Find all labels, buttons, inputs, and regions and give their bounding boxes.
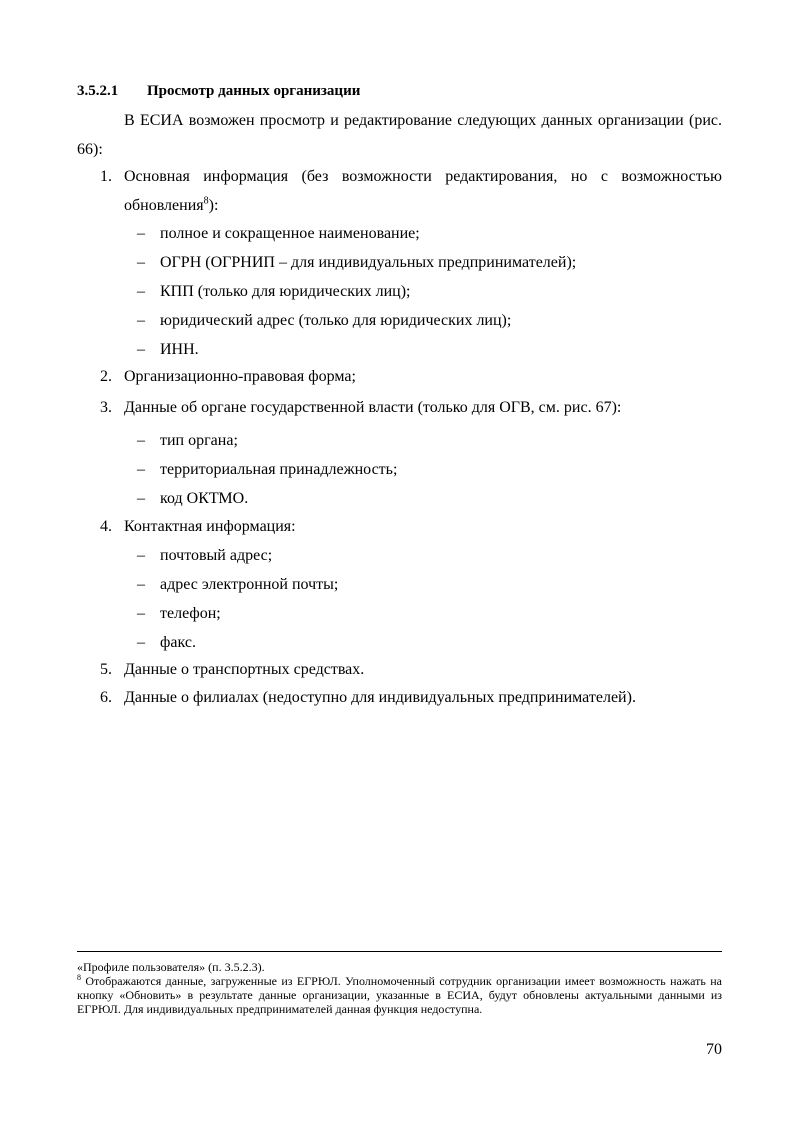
list-item-text: Организационно-правовая форма;: [124, 368, 356, 385]
dash-bullet: –: [137, 312, 145, 329]
list-number: 1.: [100, 168, 112, 185]
dash-bullet: –: [137, 254, 145, 271]
list-number: 5.: [100, 661, 112, 678]
dash-bullet: –: [137, 490, 145, 507]
sub-list-item: адрес электронной почты;: [160, 576, 339, 593]
dash-bullet: –: [137, 634, 145, 651]
list-item-text: Контактная информация:: [124, 518, 296, 535]
sub-list-item: юридический адрес (только для юридических лиц);: [160, 312, 512, 329]
dash-bullet: –: [137, 225, 145, 242]
dash-bullet: –: [137, 576, 145, 593]
section-number: 3.5.2.1: [77, 83, 119, 99]
list-item-text: Данные о филиалах (недоступно для индивидуальных предпринимателей).: [124, 689, 636, 706]
sub-list-item: ИНН.: [160, 341, 199, 358]
dash-bullet: –: [137, 432, 145, 449]
list-item-text: Основная информация (без возможности редактирования, но с возможностью обновления$^8$):: [124, 168, 722, 214]
list-number: 4.: [100, 518, 112, 535]
footnote-marker: 8: [77, 973, 81, 982]
dash-bullet: –: [137, 605, 145, 622]
dash-bullet: –: [137, 283, 145, 300]
dash-bullet: –: [137, 461, 145, 478]
footnote-ref: 8: [203, 195, 209, 207]
footnote-separator: [77, 951, 722, 952]
sub-list-item: факс.: [160, 634, 196, 651]
list-number: 3.: [100, 399, 112, 416]
sub-list-item: ОГРН (ОГРНИП – для индивидуальных предпринимателей);: [160, 254, 577, 271]
page-number: 70: [706, 1041, 722, 1058]
footnote-8: $^8$ Отображаются данные, загруженные из ЕГРЮЛ. Уполномоченный сотрудник организации имеет возможность нажать на кнопку «Обновить» в результате данные организации, указанные в ЕСИА, будут обновлены актуальными данными из ЕГРЮЛ. Для индивидуальных предпринимателей данная функция недоступна.: [77, 973, 722, 1016]
sub-list-item: территориальная принадлежность;: [160, 461, 398, 478]
section-title: Просмотр данных организации: [147, 83, 361, 99]
list-number: 2.: [100, 368, 112, 385]
list-item-text: Данные о транспортных средствах.: [124, 661, 365, 678]
sub-list-item: тип органа;: [160, 432, 238, 449]
sub-list-item: телефон;: [160, 605, 221, 622]
list-number: 6.: [100, 689, 112, 706]
dash-bullet: –: [137, 341, 145, 358]
list-item-text: Данные об органе государственной власти (только для ОГВ, см. рис. 67):: [124, 399, 622, 416]
sub-list-item: полное и сокращенное наименование;: [160, 225, 420, 242]
section-heading: [77, 83, 360, 100]
footnote-continuation: «Профиле пользователя» (п. 3.5.2.3).: [77, 960, 265, 974]
sub-list-item: код ОКТМО.: [160, 490, 249, 507]
dash-bullet: –: [137, 547, 145, 564]
sub-list-item: почтовый адрес;: [160, 547, 273, 564]
sub-list-item: КПП (только для юридических лиц);: [160, 283, 411, 300]
intro-paragraph: В ЕСИА возможен просмотр и редактирование следующих данных организации (рис. 66):: [77, 112, 722, 158]
